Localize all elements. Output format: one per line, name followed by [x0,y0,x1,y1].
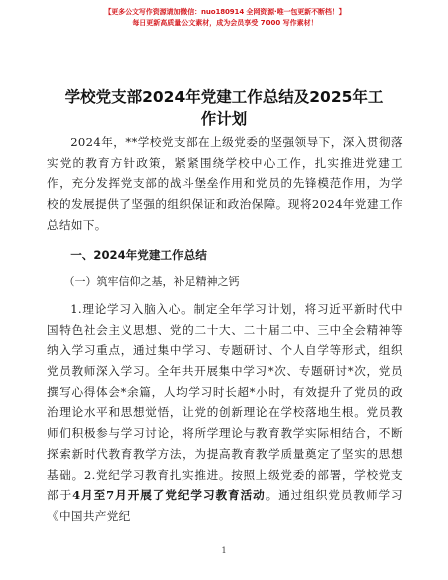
promo-banner [40,7,410,29]
document-title [50,86,398,130]
document-body [47,132,403,527]
body-paragraph [47,299,403,527]
title-line-2: 作计划 [200,110,248,128]
body-text-bold: 4月至7月开展了党纪学习教育活动 [72,488,266,503]
title-line-1: 学校党支部2024年党建工作总结及2025年工 [64,88,384,106]
page-number: 1 [221,546,227,555]
subsection-heading: （一）筑牢信仰之基，补足精神之钙 [63,275,240,289]
banner-line-1: 【更多公文写作资源请加微信：nuo180914 全网资源·唯一包更新不断档！】 [104,8,346,16]
banner-line-2: 每日更新高质量公文素材，成为会员享受 7000 写作素材！ [132,19,318,27]
body-text-1: 1.理论学习入脑入心。制定全年学习计划，将习近平新时代中国特色社会主义思想、党的二十大、二十届二中、三中全会精神等纳入学习重点，通过集中学习、专题研讨、个人自学等形式，组织党员教师深入学习。全年共开展集中学习*次、专题研讨*次，党员撰写心得体会*余篇，人均学习时长超*小时，有效提升了党员的政治理论水平和思想觉悟，让党的创新理论在学校落地生根。党员教师们积极参与学习讨论，将所学理论与教育教学实际相结合，不断探索新时代教育教学方法，为提高教育教学质量奠定了坚实的思想基础。2.党纪学习教育扎实推进。按照上级党委的部署，学校党支部于 [47,301,403,503]
section-heading: 一、2024年党建工作总结 [70,247,207,262]
intro-paragraph: 2024年，**学校党支部在上级党委的坚强领导下，深入贯彻落实党的教育方针政策，紧紧围绕学校中心工作，扎实推进党建工作，充分发挥党支部的战斗堡垒作用和党员的先锋模范作用，为学校的发展提供了坚强的组织保证和政治保障。现将2024年党建工作总结如下。 [47,135,403,232]
body-text-2: 。通过组织党员教师学习《中国共产党纪 [47,488,403,523]
